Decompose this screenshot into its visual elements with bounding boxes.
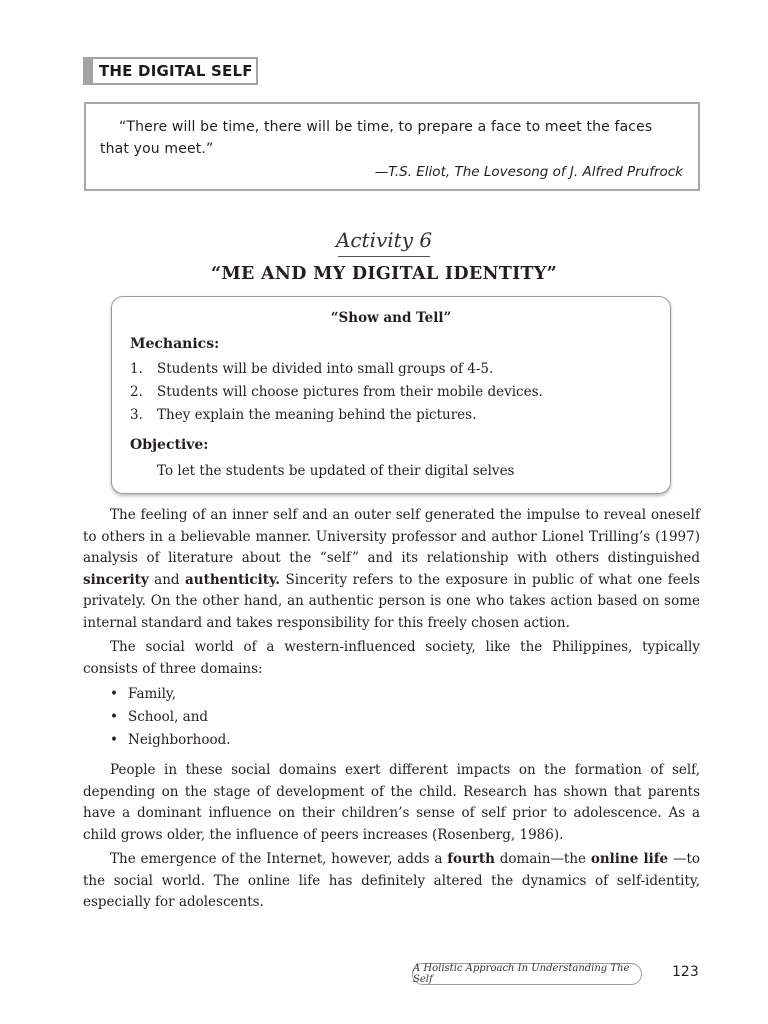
section-tag xyxy=(83,57,258,85)
paragraph-text: and xyxy=(148,571,186,588)
epigraph-attribution: —T.S. Eliot, The Lovesong of J. Alfred Prufrock xyxy=(374,164,683,180)
list-item-text: Neighborhood. xyxy=(128,732,231,748)
paragraph xyxy=(83,849,700,914)
mechanics-item-number: 1. xyxy=(130,361,143,377)
mechanics-list xyxy=(130,358,652,427)
mechanics-item-text: They explain the meaning behind the pictures. xyxy=(157,407,477,423)
footer-book-title xyxy=(412,963,642,985)
paragraph-text: Sincerity refers to the exposure in public of what one feels privately. On the other hand, an authentic person is one who takes action based on some internal standard and takes responsibility for this freely chosen action. xyxy=(83,571,700,631)
section-tag-label: THE DIGITAL SELF xyxy=(99,62,253,80)
paragraph: People in these social domains exert different impacts on the formation of self, depending on the stage of development of the child. Research has shown that parents have a dominant influence on their children’s sense of self prior to adolescence. As a child grows older, the influence of peers increases (Rosenberg, 1986). xyxy=(83,762,700,843)
term-online-life: online life xyxy=(590,851,669,867)
mechanics-item xyxy=(130,358,652,381)
paragraph-text: The emergence of the Internet, however, adds a xyxy=(110,851,448,867)
list-item-text: School, and xyxy=(128,709,209,725)
term-fourth: fourth xyxy=(447,851,495,867)
page-number: 123 xyxy=(672,964,699,980)
list-item xyxy=(83,683,700,706)
activity-heading: “ME AND MY DIGITAL IDENTITY” xyxy=(210,264,558,284)
mechanics-item-text: Students will be divided into small groups of 4-5. xyxy=(157,361,494,377)
mechanics-item-text: Students will choose pictures from their mobile devices. xyxy=(157,384,543,400)
mechanics-item xyxy=(130,404,652,427)
objective-text: To let the students be updated of their digital selves xyxy=(157,463,515,479)
mechanics-item xyxy=(130,381,652,404)
activity-box-title: “Show and Tell” xyxy=(330,310,452,326)
epigraph-box xyxy=(84,102,700,191)
paragraph-text: —to the social world. The online life has definitely altered the dynamics of self-identity, especially for adolescents. xyxy=(83,851,700,910)
mechanics-item-number: 2. xyxy=(130,384,143,400)
objective-label: Objective: xyxy=(130,437,209,453)
paragraph xyxy=(83,505,700,634)
paragraph: The social world of a western-influenced society, like the Philippines, typically consists of three domains: xyxy=(83,639,700,677)
mechanics-label: Mechanics: xyxy=(130,336,220,352)
activity-underline xyxy=(338,256,430,257)
domains-list xyxy=(83,683,700,752)
activity-label: Activity 6 xyxy=(335,228,433,252)
term-sincerity: sincerity xyxy=(83,571,149,588)
list-item-text: Family, xyxy=(128,686,177,702)
mechanics-item-number: 3. xyxy=(130,407,143,423)
epigraph-quote: “There will be time, there will be time, to prepare a face to meet the faces that you meet.” xyxy=(100,119,653,157)
activity-box xyxy=(111,296,671,494)
term-authenticity: authenticity. xyxy=(185,571,281,588)
list-item xyxy=(83,729,700,752)
list-item xyxy=(83,706,700,729)
paragraph-text: The feeling of an inner self and an outer self generated the impulse to reveal oneself to others in a believable manner. University professor and author Lionel Trilling’s (1997) analysis of literature about the “self” and its relationship with others distinguished xyxy=(83,507,700,566)
paragraph-text: domain—the xyxy=(494,851,591,867)
body-text xyxy=(83,505,700,914)
book-title-text: A Holistic Approach In Understanding The Self xyxy=(413,963,630,985)
